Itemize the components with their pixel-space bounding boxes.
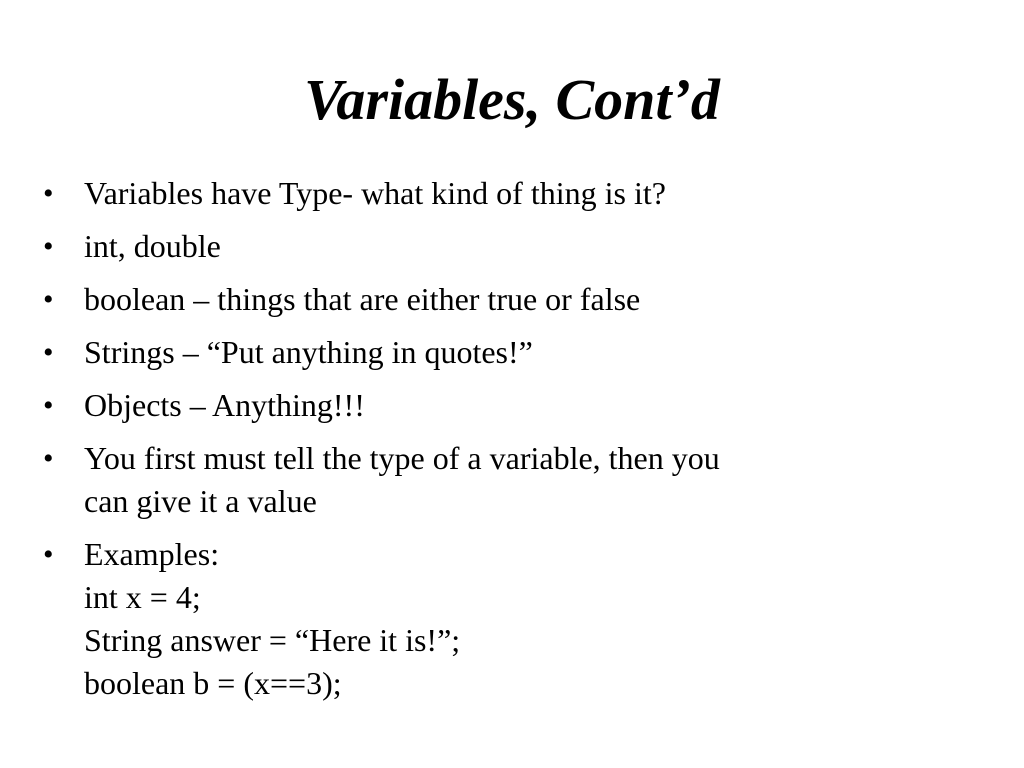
bullet-icon: • — [43, 442, 54, 475]
bullet-item-int-double — [40, 225, 920, 268]
bullet-item-variables-have-type — [40, 172, 920, 215]
example-string: String answer = “Here it is!”; — [84, 622, 461, 658]
bullet-icon: • — [43, 283, 54, 316]
bullet-icon: • — [43, 336, 54, 369]
bullet-text: Variables have Type- what kind of thing is it? — [84, 175, 666, 211]
bullet-list — [40, 172, 920, 715]
bullet-icon: • — [43, 177, 54, 210]
bullet-text: Strings – “Put anything in quotes!” — [84, 334, 533, 370]
examples-heading: Examples: — [84, 536, 220, 572]
bullet-item-boolean — [40, 278, 920, 321]
bullet-item-declare-type — [40, 437, 920, 523]
bullet-text-line-2: can give it a value — [84, 483, 317, 519]
bullet-item-examples — [40, 533, 920, 705]
bullet-icon: • — [43, 538, 54, 571]
bullet-text: int, double — [84, 228, 221, 264]
bullet-item-strings — [40, 331, 920, 374]
bullet-text: boolean – things that are either true or false — [84, 281, 641, 317]
bullet-text: Objects – Anything!!! — [84, 387, 365, 423]
bullet-icon: • — [43, 230, 54, 263]
example-int: int x = 4; — [84, 579, 201, 615]
example-boolean: boolean b = (x==3); — [84, 665, 342, 701]
slide-title: Variables, Cont’d — [304, 67, 720, 132]
bullet-icon: • — [43, 389, 54, 422]
bullet-item-objects — [40, 384, 920, 427]
bullet-text-line-1: You first must tell the type of a variable, then you — [84, 440, 720, 476]
